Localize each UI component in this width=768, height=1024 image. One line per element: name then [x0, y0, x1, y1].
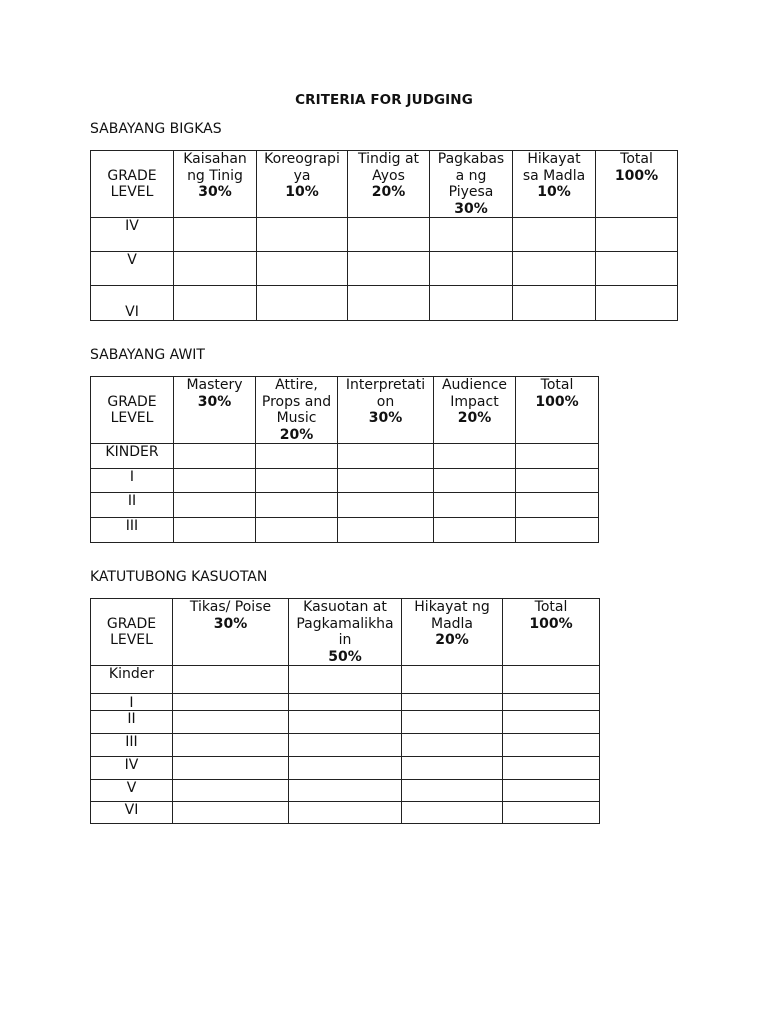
table-row: [91, 734, 600, 757]
header-label-line: Kaisahan: [183, 151, 247, 167]
header-label-line: Impact: [450, 393, 499, 410]
table-row: [91, 666, 600, 694]
header-label-line: ng Tinig: [187, 167, 243, 184]
criteria-weight: 20%: [371, 184, 406, 200]
header-label-line: Koreograpi: [264, 151, 340, 167]
score-cell: [289, 734, 402, 757]
table-row: [91, 780, 600, 802]
header-label-line: Ayos: [372, 167, 405, 184]
sabayang-bigkas-table: [90, 150, 678, 321]
header-label-line: Hikayat ng: [414, 599, 490, 615]
score-cell: [402, 757, 503, 780]
table-row: [91, 518, 599, 543]
score-cell: [173, 757, 289, 780]
table-row: [91, 694, 600, 711]
criteria-header-tikas-poise: [173, 599, 289, 666]
table-row: [91, 469, 599, 493]
criteria-weight: 10%: [285, 184, 319, 200]
header-label-line: Tikas/ Poise: [189, 599, 272, 615]
header-row: [91, 599, 600, 666]
score-cell: [174, 493, 256, 518]
score-cell: [289, 711, 402, 734]
score-cell: [402, 780, 503, 802]
score-cell: [289, 802, 402, 824]
criteria-header-total: [596, 151, 678, 218]
grade-level-cell: Kinder: [91, 666, 173, 694]
header-row: [91, 377, 599, 444]
score-cell: [596, 218, 678, 252]
header-label-line: Props and: [261, 393, 332, 410]
score-cell: [402, 802, 503, 824]
score-cell: [173, 694, 289, 711]
score-cell: [434, 469, 516, 493]
criteria-header-kasuotan-at-pagkamalikhain: [289, 599, 402, 666]
criteria-header-tindig-at-ayos: [348, 151, 430, 218]
score-cell: [430, 252, 513, 286]
score-cell: [434, 493, 516, 518]
score-cell: [289, 694, 402, 711]
criteria-header-hikayat-sa-madla: [513, 151, 596, 218]
criteria-header-total: [516, 377, 599, 444]
table-row: [91, 286, 678, 321]
criteria-header-hikayat-ng-madla: [402, 599, 503, 666]
katutubong-kasuotan-table: [90, 598, 600, 824]
score-cell: [596, 286, 678, 321]
score-cell: [289, 666, 402, 694]
table-row: [91, 493, 599, 518]
score-cell: [503, 734, 600, 757]
table-row: [91, 711, 600, 734]
grade-level-cell: II: [91, 493, 174, 518]
page-title: CRITERIA FOR JUDGING: [295, 92, 473, 108]
criteria-weight: 100%: [535, 393, 579, 410]
score-cell: [257, 252, 348, 286]
criteria-header-mastery: [174, 377, 256, 444]
criteria-weight: 100%: [529, 615, 573, 632]
criteria-header-koreograpiya: [257, 151, 348, 218]
criteria-weight: 30%: [198, 184, 232, 200]
score-cell: [289, 780, 402, 802]
score-cell: [516, 518, 599, 543]
grade-level-header: [91, 151, 174, 218]
score-cell: [173, 780, 289, 802]
header-label-line: Interpretati: [345, 377, 426, 393]
grade-level-cell: VI: [91, 802, 173, 824]
criteria-weight: 20%: [279, 426, 314, 443]
table-row: [91, 444, 599, 469]
score-cell: [513, 252, 596, 286]
score-cell: [338, 444, 434, 469]
score-cell: [596, 252, 678, 286]
score-cell: [338, 493, 434, 518]
score-cell: [430, 218, 513, 252]
header-label-line: GRADE: [107, 393, 157, 410]
grade-level-cell: VI: [91, 286, 174, 321]
score-cell: [503, 694, 600, 711]
score-cell: [513, 218, 596, 252]
score-cell: [257, 286, 348, 321]
header-label-line: Audience: [441, 377, 508, 393]
score-cell: [348, 252, 430, 286]
header-label-line: a ng: [455, 167, 487, 184]
score-cell: [173, 711, 289, 734]
score-cell: [402, 666, 503, 694]
score-cell: [173, 734, 289, 757]
score-cell: [174, 252, 257, 286]
criteria-weight: 100%: [614, 167, 659, 184]
header-label-line: Music: [276, 410, 317, 426]
score-cell: [503, 802, 600, 824]
table-row: [91, 802, 600, 824]
header-label-line: sa Madla: [522, 167, 586, 184]
table-row: [91, 218, 678, 252]
header-label-line: Total: [534, 599, 568, 615]
grade-level-cell: KINDER: [91, 444, 174, 469]
score-cell: [256, 444, 338, 469]
criteria-weight: 30%: [213, 615, 248, 632]
header-label-line: LEVEL: [110, 632, 153, 648]
score-cell: [256, 518, 338, 543]
score-cell: [257, 218, 348, 252]
section-title-sabayang-awit: SABAYANG AWIT: [90, 347, 205, 363]
header-label-line: Pagkamalikha: [296, 615, 394, 632]
criteria-header-pagkabasa-ng-piyesa: [430, 151, 513, 218]
grade-level-cell: I: [91, 694, 173, 711]
criteria-weight: 20%: [435, 632, 469, 648]
score-cell: [173, 666, 289, 694]
grade-level-header: [91, 599, 173, 666]
score-cell: [338, 518, 434, 543]
criteria-weight: 30%: [197, 393, 232, 410]
grade-level-cell: IV: [91, 757, 173, 780]
sabayang-awit-table: [90, 376, 599, 543]
score-cell: [256, 493, 338, 518]
score-cell: [434, 444, 516, 469]
header-label-line: ya: [293, 167, 311, 184]
grade-level-cell: I: [91, 469, 174, 493]
score-cell: [503, 711, 600, 734]
criteria-weight: 30%: [454, 200, 488, 217]
score-cell: [174, 218, 257, 252]
grade-level-cell: III: [91, 734, 173, 757]
grade-level-header: [91, 377, 174, 444]
score-cell: [256, 469, 338, 493]
criteria-header-interpretation: [338, 377, 434, 444]
score-cell: [503, 757, 600, 780]
criteria-weight: 30%: [368, 410, 403, 426]
table-row: [91, 252, 678, 286]
score-cell: [402, 711, 503, 734]
score-cell: [513, 286, 596, 321]
header-label-line: Kasuotan at: [303, 599, 387, 615]
grade-level-cell: II: [91, 711, 173, 734]
score-cell: [516, 444, 599, 469]
criteria-header-kaisahan-ng-tinig: [174, 151, 257, 218]
score-cell: [173, 802, 289, 824]
section-title-katutubong-kasuotan: KATUTUBONG KASUOTAN: [90, 569, 268, 585]
score-cell: [348, 218, 430, 252]
header-label-line: Hikayat: [527, 151, 581, 167]
score-cell: [289, 757, 402, 780]
header-label-line: Attire,: [275, 377, 318, 393]
criteria-header-total: [503, 599, 600, 666]
score-cell: [516, 493, 599, 518]
score-cell: [174, 518, 256, 543]
score-cell: [402, 694, 503, 711]
criteria-weight: 20%: [457, 410, 492, 426]
header-label-line: on: [376, 393, 395, 410]
header-label-line: Pagkabas: [437, 151, 505, 167]
grade-level-cell: V: [91, 252, 174, 286]
score-cell: [174, 469, 256, 493]
header-label-line: GRADE: [106, 615, 157, 632]
score-cell: [348, 286, 430, 321]
score-cell: [430, 286, 513, 321]
header-label-line: Total: [540, 377, 574, 393]
criteria-weight: 10%: [537, 184, 571, 200]
header-label-line: Total: [620, 151, 653, 167]
score-cell: [338, 469, 434, 493]
score-cell: [503, 666, 600, 694]
header-label-line: LEVEL: [110, 410, 154, 426]
grade-level-cell: IV: [91, 218, 174, 252]
grade-level-cell: V: [91, 780, 173, 802]
score-cell: [503, 780, 600, 802]
header-label-line: Piyesa: [448, 184, 494, 200]
criteria-header-attire-props-music: [256, 377, 338, 444]
table-row: [91, 757, 600, 780]
header-row: [91, 151, 678, 218]
score-cell: [174, 444, 256, 469]
score-cell: [434, 518, 516, 543]
header-label-line: GRADE: [107, 167, 157, 184]
score-cell: [516, 469, 599, 493]
score-cell: [174, 286, 257, 321]
header-label-line: Mastery: [186, 377, 243, 393]
section-title-sabayang-bigkas: SABAYANG BIGKAS: [90, 121, 222, 137]
criteria-weight: 50%: [328, 648, 362, 665]
criteria-header-audience-impact: [434, 377, 516, 444]
score-cell: [402, 734, 503, 757]
header-label-line: LEVEL: [110, 184, 154, 200]
grade-level-cell: III: [91, 518, 174, 543]
header-label-line: Tindig at: [357, 151, 420, 167]
header-label-line: in: [338, 632, 352, 648]
header-label-line: Madla: [430, 615, 473, 632]
